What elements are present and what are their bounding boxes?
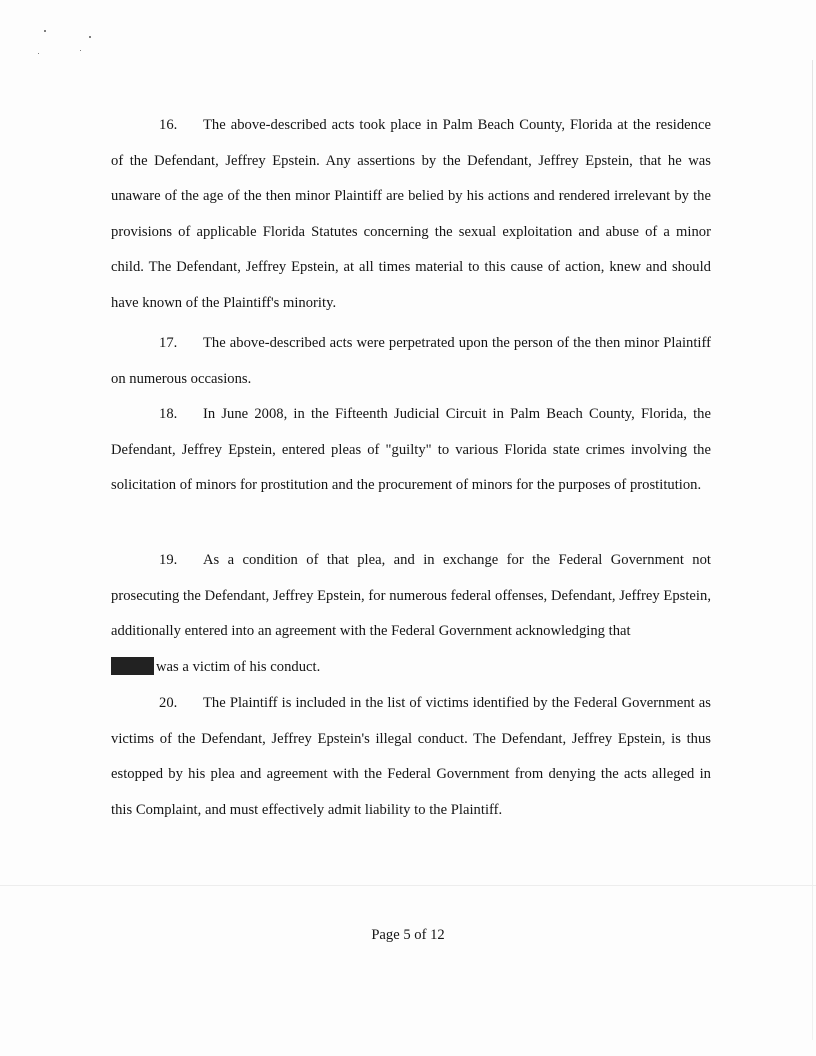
page-number: Page 5 of 12	[371, 927, 445, 943]
paragraph-20	[111, 686, 711, 828]
scan-speck	[38, 53, 39, 54]
scan-speck	[89, 36, 91, 38]
paragraph-number: 19.	[159, 552, 178, 568]
paragraph-19	[111, 543, 711, 685]
paragraph-text: In June 2008, in the Fifteenth Judicial Circuit in Palm Beach County, Florida, the Defendant, Jeffrey Epstein, entered pleas of "guilty" to various Florida state crimes involving the solicitation of minors for prostitution and the procurement of minors for the purposes of prostitution.	[111, 406, 711, 494]
paragraph-18	[111, 397, 711, 504]
scan-speck	[80, 50, 81, 51]
scan-speck	[44, 30, 46, 32]
paragraph-text: The Plaintiff is included in the list of victims identified by the Federal Government as victims of the Defendant, Jeffrey Epstein's illegal conduct. The Defendant, Jeffrey Epstein, is thus estopped by his plea and agreement with the Federal Government from denying the acts alleged in this Complaint, and must effectively admit liability to the Plaintiff.	[111, 695, 711, 818]
paragraph-17	[111, 326, 711, 397]
paragraph-number: 16.	[159, 117, 178, 133]
paragraph-text: As a condition of that plea, and in exchange for the Federal Government not prosecuting the Defendant, Jeffrey Epstein, for numerous federal offenses, Defendant, Jeffrey Epstein, additionally entered into an agreement with the Federal Government acknowledging that	[111, 552, 711, 640]
footer-divider	[0, 885, 816, 886]
paragraph-number: 20.	[159, 695, 178, 711]
redaction-block	[111, 657, 154, 675]
paragraph-text-continued: was a victim of his conduct.	[156, 658, 321, 675]
paragraph-number: 17.	[159, 335, 178, 351]
paragraph-16	[111, 108, 711, 322]
paragraph-text: The above-described acts took place in Palm Beach County, Florida at the residence of the Defendant, Jeffrey Epstein. Any assertions by the Defendant, Jeffrey Epstein, that he was unaware of the age of the then minor Plaintiff are belied by his actions and rendered irrelevant by the provisions of applicable Florida Statutes concerning the sexual exploitation and abuse of a minor child. The Defendant, Jeffrey Epstein, at all times material to this cause of action, knew and should have known of the Plaintiff's minority.	[111, 117, 711, 311]
scan-edge	[812, 60, 813, 1040]
paragraph-text: The above-described acts were perpetrated upon the person of the then minor Plaintiff on numerous occasions.	[111, 335, 711, 387]
paragraph-number: 18.	[159, 406, 178, 422]
